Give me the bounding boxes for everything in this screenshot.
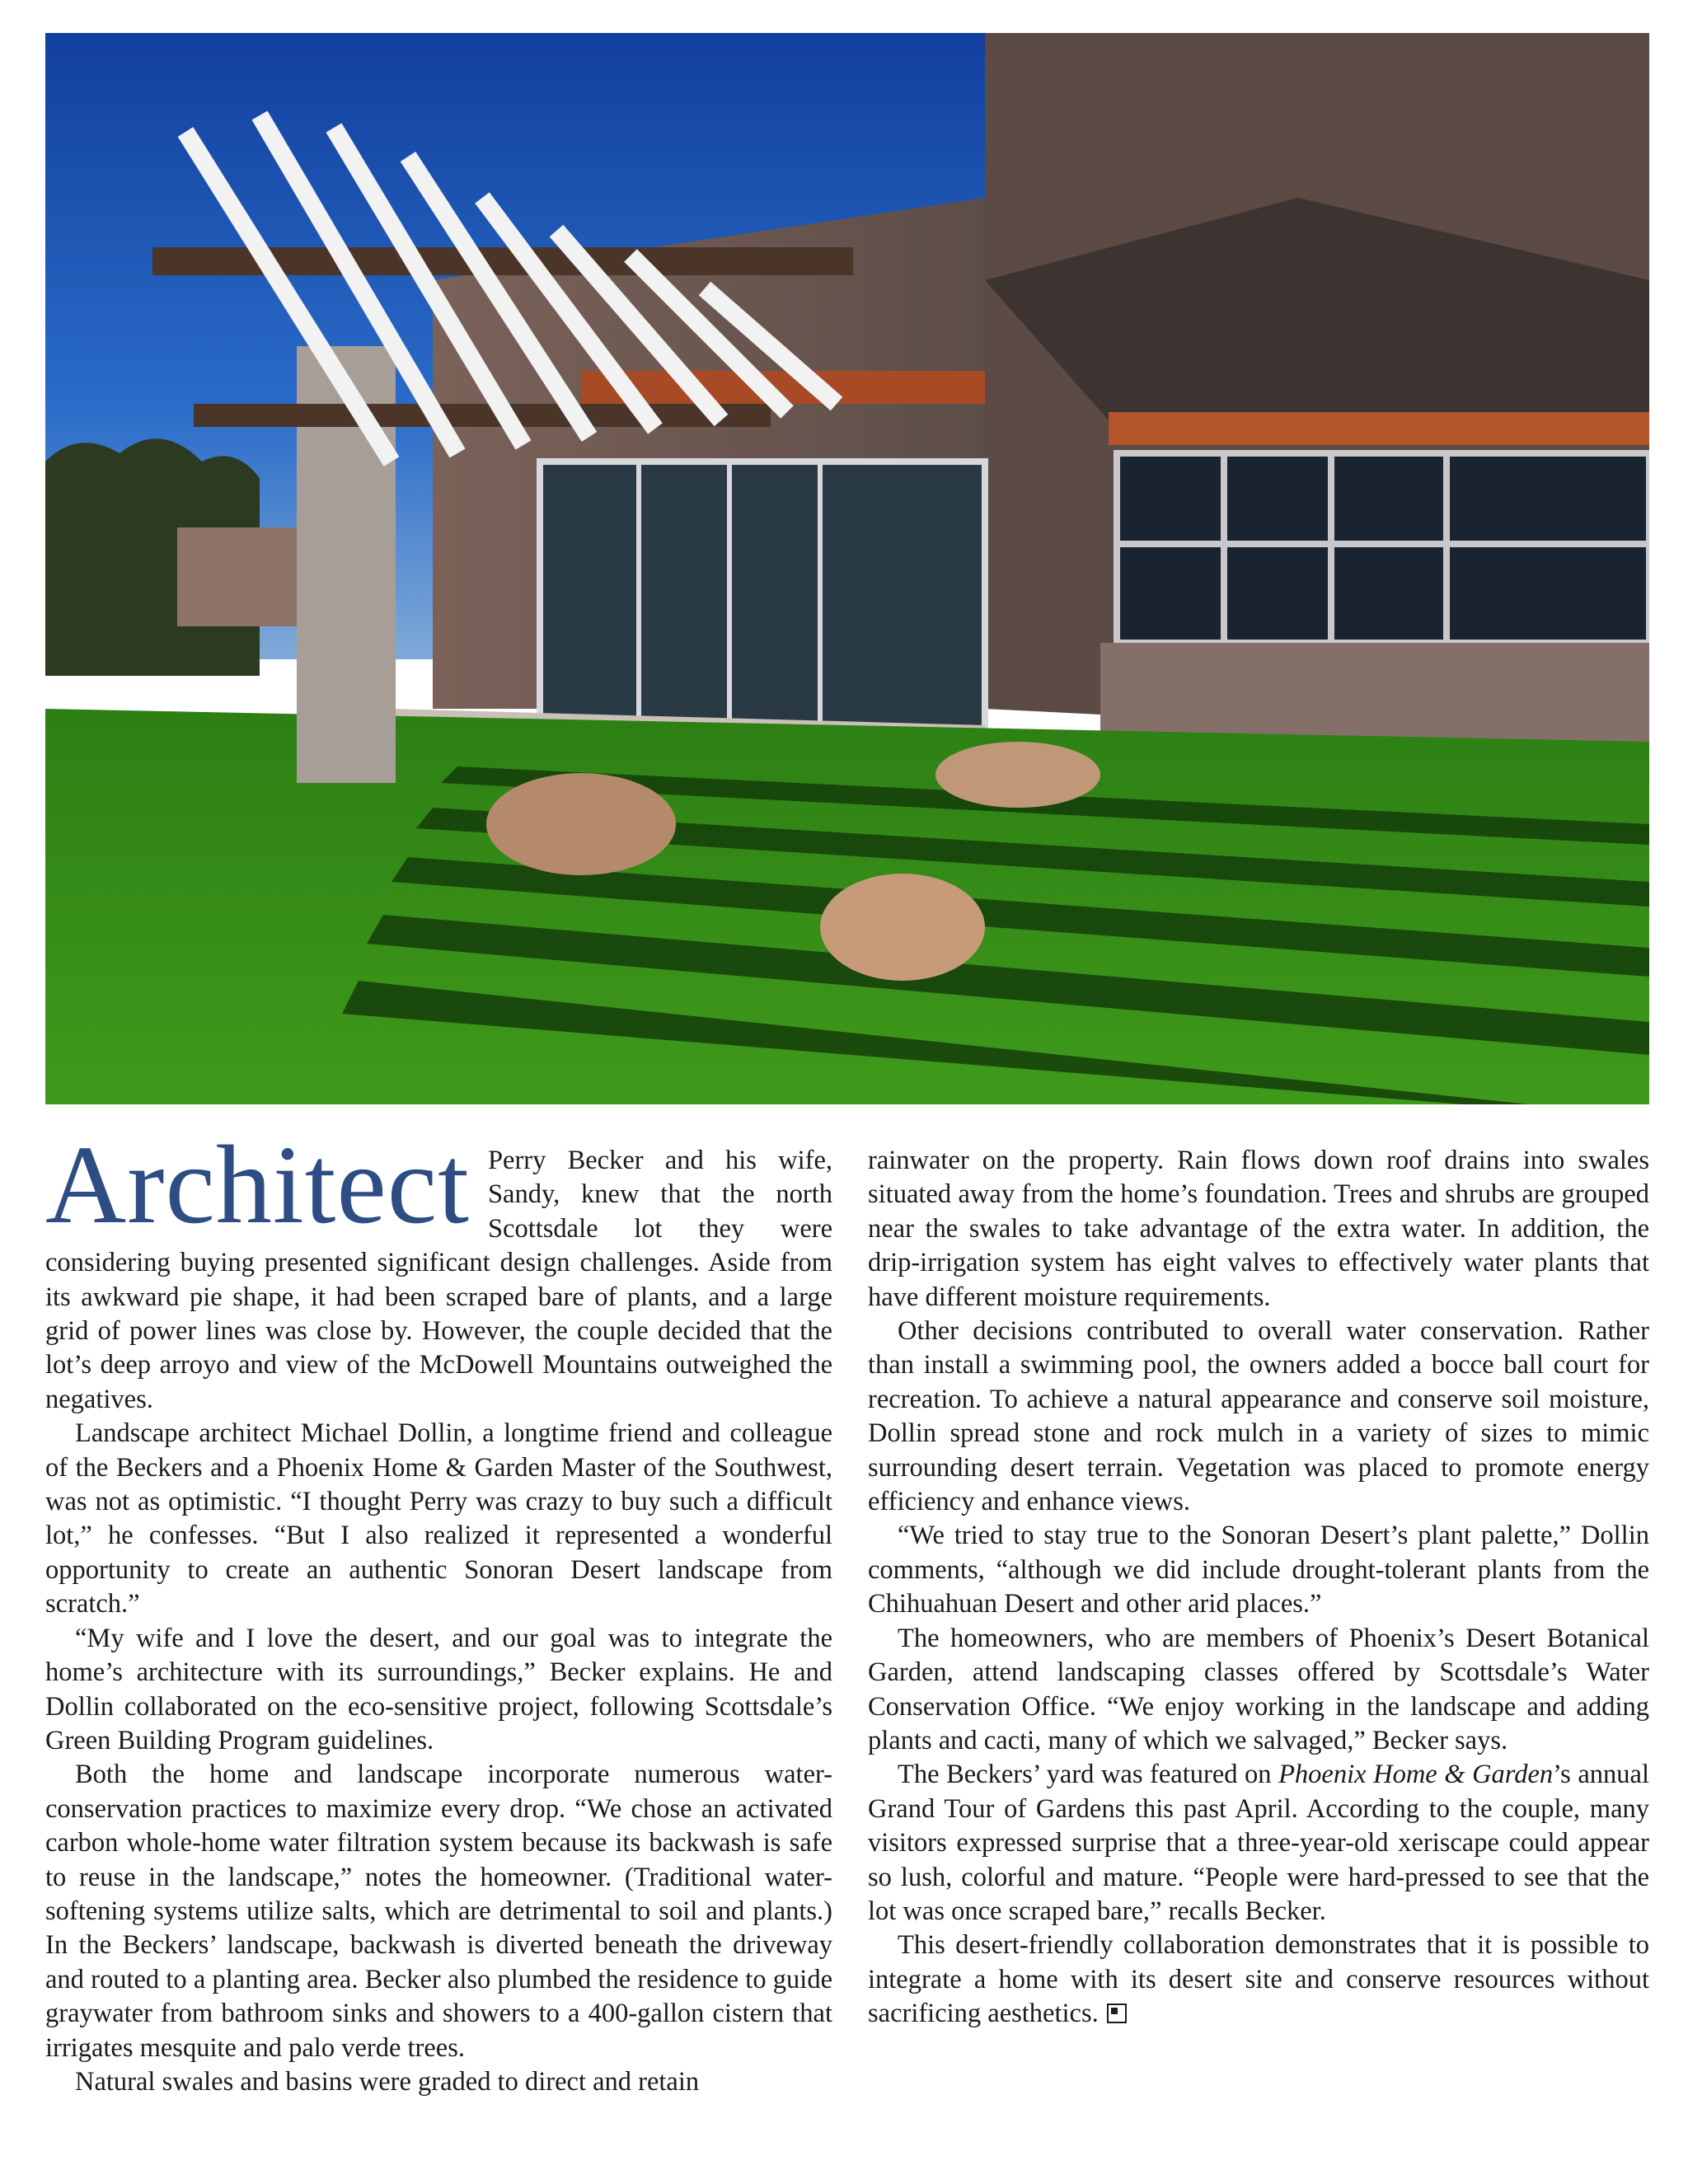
magazine-name: Phoenix Home & Garden bbox=[1278, 1760, 1554, 1790]
paragraph: The homeowners, who are members of Phoenix’s Desert Botanical Garden, attend landscaping classes offered by Scottsdale’s Water Conservation Office. “We enjoy working in the landscape and adding plants and cacti, many of which we salvaged,” Becker says. bbox=[868, 1623, 1649, 1755]
boulder-back bbox=[935, 742, 1100, 808]
boulder-left bbox=[486, 773, 676, 875]
paragraph bbox=[868, 1929, 1649, 2031]
house-garden-photo bbox=[45, 33, 1649, 1104]
windows-right bbox=[1100, 453, 1649, 742]
paragraph: “My wife and I love the desert, and our goal was to integrate the home’s architecture with its surroundings,” Becker explains. He and Dollin collaborated on the eco-sensitive project, following Scottsdale’s Green Building Program guidelines. bbox=[45, 1623, 832, 1755]
photo-illustration bbox=[45, 33, 1649, 1104]
paragraph: Natural swales and basins were graded to direct and retain bbox=[75, 2066, 700, 2097]
glass-doors bbox=[540, 462, 985, 733]
paragraph: Perry Becker and his wife, Sandy, knew that the north Scottsdale lot they were considering buying presented significant design challenges. Aside from its awkward pie shape, it had been scraped bare of plants, and a large grid of power lines was close by. However, the couple decided that the lot’s deep arroyo and view of the McDowell Mountains outweighed the negatives. bbox=[45, 1146, 832, 1414]
text-run: ’s annual Grand Tour of Gardens this past April. According to the couple, many visitors expressed surprise that a three-year-old xeriscape could appear so lush, colorful and mature. “People were hard-pressed to see that the lot was once scraped bare,” recalls Becker. bbox=[868, 1760, 1649, 1926]
article-title: Architect bbox=[45, 1123, 470, 1247]
text-run: The Beckers’ yard was featured on bbox=[898, 1760, 1279, 1790]
paragraph: Landscape architect Michael Dollin, a longtime friend and colleague of the Beckers and a Phoenix Home & Garden Master of the Southwest, was not as optimistic. “I thought Perry was crazy to buy such a difficult lot,” he confesses. “But I also realized it represented a wonderful opportunity to create an authentic Sonoran Desert landscape from scratch.” bbox=[45, 1418, 832, 1619]
paragraph: “We tried to stay true to the Sonoran Desert’s plant palette,” Dollin comments, “although we did include drought-tolerant plants from the Chihuahuan Desert and other arid places.” bbox=[868, 1521, 1649, 1619]
neighbor-house bbox=[177, 527, 309, 626]
text-run: This desert-friendly collaboration demonstrates that it is possible to integrate a home with its desert site and conserve resources without sacrificing aesthetics. bbox=[868, 1930, 1649, 2029]
paragraph: Both the home and landscape incorporate numerous water-conservation practices to maximize every drop. “We chose an activated carbon whole-home water filtration system because its backwash is safe to reuse in the landscape,” notes the homeowner. (Traditional water-softening systems utilize salts, which are detrimental to soil and plants.) In the Beckers’ landscape, backwash is diverted beneath the driveway and routed to a planting area. Becker also plumbed the residence to guide graywater from bathroom sinks and showers to a 400-gallon cistern that irrigates mesquite and palo verde trees. bbox=[45, 1760, 832, 2063]
wood-fascia bbox=[1109, 412, 1649, 445]
end-of-article-icon bbox=[1107, 2004, 1127, 2023]
article-column-right bbox=[868, 1144, 1649, 2032]
paragraph: rainwater on the property. Rain flows down roof drains into swales situated away from the home’s foundation. Trees and shrubs are grouped near the swales to take advantage of the extra water. In addition, the drip-irrigation system has eight valves to effectively water plants that have different moisture requirements. bbox=[868, 1146, 1649, 1312]
article-column-left bbox=[45, 1123, 832, 2099]
paragraph: Other decisions contributed to overall water conservation. Rather than install a swimming pool, the owners added a bocce ball court for recreation. To achieve a natural appearance and conserve soil moisture, Dollin spread stone and rock mulch in a variety of sizes to mimic surrounding desert terrain. Vegetation was placed to promote energy efficiency and enhance views. bbox=[868, 1316, 1649, 1517]
paragraph bbox=[868, 1758, 1649, 1929]
boulder-front bbox=[820, 874, 985, 981]
